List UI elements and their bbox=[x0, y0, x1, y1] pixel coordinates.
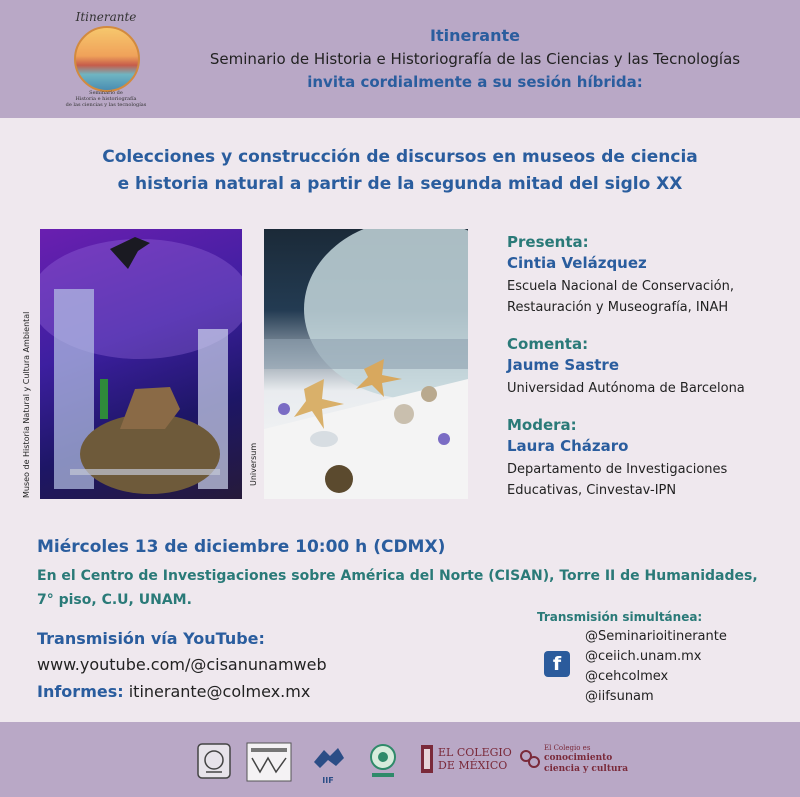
footer-band bbox=[0, 722, 800, 797]
presenter-block bbox=[507, 232, 787, 318]
person-affiliation: Escuela Nacional de Conservación, Restauración y Museografía, INAH bbox=[507, 279, 734, 315]
caption-natural-history-museum: Museo de Historia Natural y Cultura Ambiental bbox=[22, 311, 31, 498]
colmex-name-line2: DE MÉXICO bbox=[438, 759, 508, 772]
facebook-icon: f bbox=[544, 651, 570, 677]
event-location: En el Centro de Investigaciones sobre América del Norte (CISAN), Torre II de Humanidades, 7° piso, C.U, UNAM. bbox=[37, 568, 758, 608]
header-band bbox=[0, 0, 800, 118]
header-title: Itinerante bbox=[430, 26, 520, 45]
role-label: Comenta: bbox=[507, 335, 589, 353]
person-affiliation: Departamento de Investigaciones Educativas, Cinvestav-IPN bbox=[507, 462, 728, 498]
itinerante-logo bbox=[60, 8, 152, 112]
institute-logo bbox=[246, 742, 292, 782]
handle-item[interactable]: @ceiich.unam.mx bbox=[585, 649, 702, 664]
museum-photo-universum bbox=[264, 229, 468, 499]
event-date: Miércoles 13 de diciembre 10:00 h (CDMX) bbox=[37, 537, 446, 557]
speakers-panel bbox=[507, 232, 787, 517]
colmex-name-line1: EL COLEGIO bbox=[438, 746, 512, 759]
iif-label: IIF bbox=[322, 776, 334, 785]
conocimiento-line2: conocimiento bbox=[544, 753, 613, 763]
conocimiento-logo bbox=[518, 742, 629, 778]
museum-photo-natural-history bbox=[40, 229, 242, 499]
role-label: Presenta: bbox=[507, 233, 589, 251]
contact-email[interactable]: itinerante@colmex.mx bbox=[128, 682, 311, 701]
youtube-link[interactable]: www.youtube.com/@cisanunamweb bbox=[37, 655, 327, 674]
handle-item[interactable]: @iifsunam bbox=[585, 689, 654, 704]
handle-item[interactable]: @Seminarioitinerante bbox=[585, 629, 727, 644]
caption-universum: Universum bbox=[249, 442, 258, 486]
conocimiento-line1: El Colegio es bbox=[544, 744, 591, 752]
simulcast-handles bbox=[585, 627, 727, 707]
role-label: Modera: bbox=[507, 416, 577, 434]
header-seminar: Seminario de Historia e Historiografía de las Ciencias y las Tecnologías bbox=[209, 50, 741, 68]
handle-item[interactable]: @cehcolmex bbox=[585, 669, 669, 684]
youtube-heading: Transmisión vía YouTube: bbox=[37, 629, 265, 648]
iif-logo bbox=[310, 744, 346, 785]
commentator-block bbox=[507, 334, 787, 399]
conocimiento-line3: ciencia y cultura bbox=[544, 764, 629, 774]
person-name: Jaume Sastre bbox=[507, 356, 620, 374]
ceiich-logo bbox=[366, 742, 400, 780]
person-name: Laura Cházaro bbox=[507, 437, 629, 455]
contact-info bbox=[37, 682, 310, 701]
simulcast-heading: Transmisión simultánea: bbox=[537, 610, 703, 624]
header-invitation: invita cordialmente a su sesión híbrida: bbox=[307, 73, 643, 91]
session-title: Colecciones y construcción de discursos en museos de ciencia e historia natural a partir de la segunda mitad del siglo XX bbox=[102, 147, 698, 194]
person-affiliation: Universidad Autónoma de Barcelona bbox=[507, 381, 745, 396]
person-name: Cintia Velázquez bbox=[507, 254, 647, 272]
unam-logo bbox=[196, 742, 232, 780]
contact-label: Informes: bbox=[37, 682, 124, 701]
colmex-logo bbox=[420, 744, 512, 776]
logo-emblem bbox=[74, 26, 140, 92]
logo-subtitle: Seminario de Historia e historiografía de las ciencias y las tecnologías bbox=[65, 90, 147, 108]
moderator-block bbox=[507, 415, 787, 501]
logo-title: Itinerante bbox=[75, 10, 137, 24]
